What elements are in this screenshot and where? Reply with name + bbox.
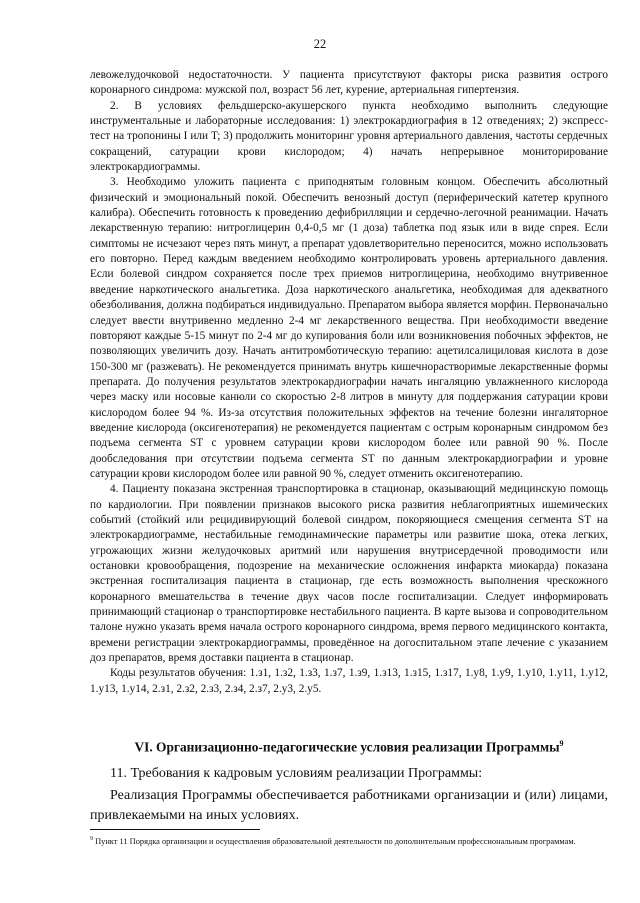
footnote — [90, 834, 610, 847]
requirements-paragraph: Реализация Программы обеспечивается работниками организации и (или) лицами, привлекаемыми на иных условиях. — [90, 788, 608, 823]
requirements-title: 11. Требования к кадровым условиям реализации Программы: — [110, 766, 483, 781]
footnote-text: Пункт 11 Порядка организации и осуществления образовательной деятельности по дополнительным профессиональным программам. — [93, 836, 576, 846]
footnote-reference[interactable]: 9 — [559, 739, 564, 748]
body-text — [90, 68, 608, 697]
paragraph-item-3: 3. Необходимо уложить пациента с приподнятым головным концом. Обеспечить абсолютный физический и эмоциональный покой. Обеспечить венозный доступ (периферический катетер крупного калибра). Обеспечить готовность к проведению дефибрилляции и сердечно-легочной реанимации. Начать лекарственную терапию: нитроглицерин 0,4-0,5 мг (1 доза) таблетка под язык или в виде спрея. Если симптомы не исчезают через пять минут, а препарат удовлетворительно переносится, можно использовать его повторно. Перед каждым введением необходимо контролировать уровень артериального давления. Если болевой синдром сохраняется после трех приемов нитроглицерина, необходимо внутривенное введение наркотического анальгетика. Доза наркотического анальгетика, необходимая для адекватного обезболивания, должна подбираться индивидуально. Препаратом выбора является морфин. Первоначально следует ввести внутривенно медленно 2-4 мг лекарственного вещества. При необходимости введение повторяют каждые 5-15 минут по 2-4 мг до купирования боли или возникновения побочных эффектов, не позволяющих увеличить дозу. Начать антитромботическую терапию: ацетилсалициловая кислота в дозе 150-300 мг (разжевать). Не рекомендуется принимать внутрь кишечнорастворимые лекарственные формы препарата. До получения результатов электрокардиографии начать ингаляцию увлажненного кислорода через маску или носовые канюли со скоростью 2-8 литров в минуту для поддержания сатурации крови кислородом более 94 %. Из-за отсутствия положительных эффектов на течение болезни ингаляторное введение кислорода (оксигенотерапия) не рекомендуется пациентам с острым коронарным синдромом без подъема сегмента ST с уровнем сатурации крови кислородом более или равной 90 %. После дообследования при отсутствии подъема сегмента ST по данным электрокардиографии и уровне сатурации крови кислородом более или равной 90 %, следует отменить оксигенотерапию. — [90, 176, 608, 480]
section-heading-text: VI. Организационно-педагогические условия реализации Программы — [134, 739, 560, 755]
paragraph-item-2: 2. В условиях фельдшерско-акушерского пункта необходимо выполнить следующие инструментальные и лабораторные исследования: 1) электрокардиография в 12 отведениях; 2) экспресс-тест на тропонины I или T; 3) продолжить мониторинг уровня артериального давления, частоты сердечных сокращений, сатурации крови кислородом; 4) начать непрерывное мониторирование электрокардиограммы. — [90, 99, 608, 174]
learning-outcome-codes: Коды результатов обучения: 1.з1, 1.з2, 1.з3, 1.з7, 1.з9, 1.з13, 1.з15, 1.з17, 1.у8, 1.у9, 1.у10, 1.у11, 1.у12, 1.у13, 1.у14, 2.з1, 2.з2, 2.з3, 2.з4, 2.з7, 2.у3, 2.у5. — [90, 667, 608, 695]
section-heading — [90, 739, 608, 755]
footnote-divider — [90, 829, 260, 830]
footnote-mark: 9 — [90, 836, 93, 842]
paragraph-continuation: левожелудочковой недостаточности. У пациента присутствуют факторы риска развития острого коронарного синдрома: мужской пол, возраст 56 лет, курение, артериальная гипертензия. — [90, 69, 608, 97]
paragraph-item-4: 4. Пациенту показана экстренная транспортировка в стационар, оказывающий медицинскую помощь по кардиологии. При появлении признаков высокого риска развития неблагоприятных ишемических событий (стойкий или рецидивирующий болевой синдром, покоряющиеся смещения сегмента ST на электрокардиограмме, нестабильные гемодинамические параметры или развитие шока, отека легких, угрожающих жизни желудочковых аритмий или нарушения внутрисердечной проводимости или остановки кровообращения, подозрение на механические осложнения инфаркта миокарда) показана экстренная госпитализация пациента в стационар, где есть возможность выполнения чрескожного коронарного вмешательства в течение двух часов после госпитализации. Следует информировать принимающий стационар о транспортировке нестабильного пациента. В карте вызова и сопроводительном талоне нужно указать время начала острого коронарного синдрома, время первого медицинского контакта, времени регистрации электрокардиограммы, проведённое на догоспитальном этапе лечение с указанием доз препаратов, время доставки пациента в стационар. — [90, 483, 608, 665]
requirements-text — [90, 786, 608, 826]
page-number: 22 — [313, 37, 327, 51]
